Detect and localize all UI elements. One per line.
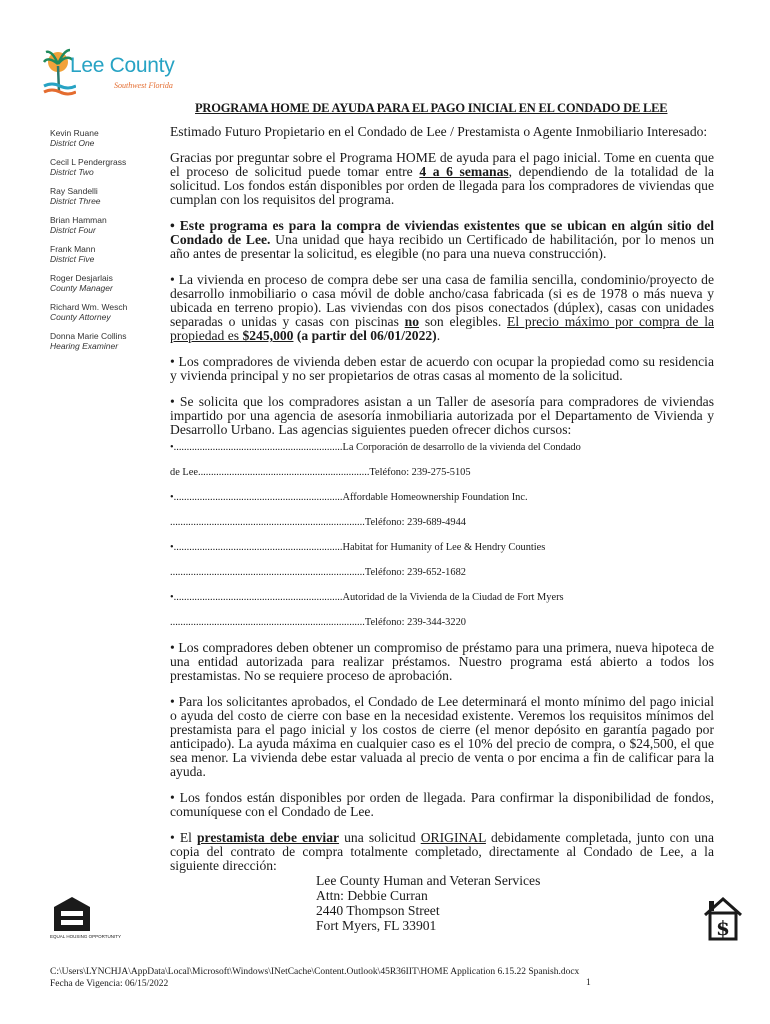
bullet-existing-homes xyxy=(170,219,714,261)
bullet-counseling: • Se solicita que los compradores asistan a un Taller de asesoría para compradores de viviendas impartido por una agencia de asesoría inmobiliaria autorizada por el Departamento de Vivienda y Desarrollo Urbano. Las agencias siguientes pueden ofrecer dichos cursos: xyxy=(170,394,714,437)
member-name: Ray Sandelli xyxy=(50,186,98,196)
member-role: County Manager xyxy=(50,283,113,293)
agency-line: de Lee..................................................................Teléfono: 239-275-5105 xyxy=(170,467,471,478)
bullet-text: • La vivienda en proceso de compra debe ser una casa de familia sencilla, condominio/proyecto de desarrollo inmobiliario o casa móvil de doble ancho/casa fabricada (si es de 1978 o más nueva y ubicada en terreno propio). Las viviendas con dos pisos conectados (dúplex), casas con unidades separadas o unidas y casas con piscinas xyxy=(170,272,714,329)
bullet-property-types xyxy=(170,273,714,343)
agency-line: ...........................................................................Teléfono: 239-652-1682 xyxy=(170,567,466,578)
bullet-text: . xyxy=(436,328,441,343)
equal-housing-label: EQUAL HOUSING OPPORTUNITY xyxy=(50,934,122,939)
member-role: Hearing Examiner xyxy=(50,341,119,351)
sidebar-member xyxy=(50,215,175,235)
agency-list xyxy=(170,441,714,629)
commissioner-sidebar xyxy=(50,128,175,360)
bullet-text: debidamente completada, junto con una copia del contrato de compra totalmente completado, directamente al Condado de Lee, a la siguiente dirección: xyxy=(170,830,714,873)
bullet-bold-lead: • Este programa es para la compra de viviendas existentes que se ubican en algún sitio del Condado de Lee. xyxy=(170,218,714,247)
letter-body xyxy=(170,125,714,933)
address-line: Fort Myers, FL 33901 xyxy=(316,918,437,933)
max-price-amount: $245,000 xyxy=(242,328,294,343)
member-role: District Three xyxy=(50,196,101,206)
sidebar-member xyxy=(50,157,175,177)
sidebar-member xyxy=(50,186,175,206)
greeting: Estimado Futuro Propietario en el Condado de Lee / Prestamista o Agente Inmobiliario Interesado: xyxy=(170,124,708,139)
logo-tagline: Southwest Florida xyxy=(114,81,173,90)
member-role: District One xyxy=(50,138,95,148)
sidebar-member xyxy=(50,244,175,264)
agency-line: •.................................................................Autoridad de la Vivienda de la Ciudad de Fort Myers xyxy=(170,592,564,603)
bullet-text: una solicitud xyxy=(339,830,421,845)
agency-line: •.................................................................Affordable Homeownership Foundation Inc. xyxy=(170,492,528,503)
effective-date-note: (a partir del 06/01/2022) xyxy=(293,328,437,343)
house-dollar-icon xyxy=(701,893,745,943)
bullet-submission xyxy=(170,831,714,873)
original-emphasis: ORIGINAL xyxy=(420,830,486,845)
member-name: Cecil L Pendergrass xyxy=(50,157,127,167)
file-path: C:\Users\LYNCHJA\AppData\Local\Microsoft\Windows\INetCache\Content.Outlook\45R36IIT\HOME Application 6.15.22 Spanish.docx xyxy=(50,967,580,977)
processing-weeks: 4 a 6 semanas xyxy=(419,164,509,179)
intro-text-end: , dependiendo de la totalidad de la solicitud. Los fondos están disponibles por orden de llegada para los compradores de viviendas que cumplan con los requisitos del programa. xyxy=(170,164,715,207)
sidebar-member xyxy=(50,128,175,148)
agency-line: ...........................................................................Teléfono: 239-344-3220 xyxy=(170,617,466,628)
document-footer xyxy=(50,966,690,990)
not-eligible-emphasis: no xyxy=(404,314,420,329)
member-role: District Two xyxy=(50,167,94,177)
page-number: 1 xyxy=(586,978,591,988)
address-line: Attn: Debbie Curran xyxy=(316,888,428,903)
address-line: 2440 Thompson Street xyxy=(316,903,440,918)
sidebar-member xyxy=(50,273,175,293)
page-title: PROGRAMA HOME DE AYUDA PARA EL PAGO INICIAL EN EL CONDADO DE LEE xyxy=(195,101,668,115)
member-name: Donna Marie Collins xyxy=(50,331,127,341)
member-name: Richard Wm. Wesch xyxy=(50,302,128,312)
intro-text: Gracias por preguntar sobre el Programa HOME de ayuda para el pago inicial. Tome en cuenta que el proceso de solicitud puede tomar entre xyxy=(170,150,714,179)
bullet-assistance-amount: • Para los solicitantes aprobados, el Condado de Lee determinará el monto mínimo del pago inicial o ayuda del costo de cierre con base en la necesidad existente. Veremos los requisitos mínimos del prestamista para el pago inicial y los costos de cierre (el menor depósito en garantía pagado por anticipado). La ayuda máxima en cualquier caso es el 10% del precio de compra, o $24,500, el que sea menor. La vivienda debe estar valuada al precio de venta o por encima a fin de calificar para la ayuda. xyxy=(170,694,714,779)
mailing-address xyxy=(316,873,714,933)
sidebar-member xyxy=(50,302,175,322)
member-role: County Attorney xyxy=(50,312,111,322)
effective-date: Fecha de Vigencia: 06/15/2022 xyxy=(50,979,169,989)
bullet-text: Una unidad que haya recibido un Certificado de habilitación, por lo menos un año antes de presentar la solicitud, es elegible (no para una nueva construcción). xyxy=(170,232,715,261)
bullet-occupancy: • Los compradores de vivienda deben estar de acuerdo con ocupar la propiedad como su residencia y vivienda principal y no ser propietarios de otras casas al momento de la solicitud. xyxy=(170,354,714,383)
member-role: District Five xyxy=(50,254,95,264)
sidebar-member xyxy=(50,331,175,351)
svg-text:$: $ xyxy=(716,916,730,940)
lee-county-logo xyxy=(42,48,182,98)
address-line: Lee County Human and Veteran Services xyxy=(316,873,541,888)
agency-line: ...........................................................................Teléfono: 239-689-4944 xyxy=(170,517,466,528)
agency-line: •.................................................................La Corporación de desarrollo de la vivienda del Condado xyxy=(170,442,581,453)
member-name: Brian Hamman xyxy=(50,215,107,225)
lender-must-send: prestamista debe enviar xyxy=(197,830,340,845)
agency-line: •.................................................................Habitat for Humanity of Lee & Hendry Counties xyxy=(170,542,546,553)
bullet-funds-availability: • Los fondos están disponibles por orden de llegada. Para confirmar la disponibilidad de fondos, comuníquese con el Condado de Lee. xyxy=(170,790,714,819)
member-name: Frank Mann xyxy=(50,244,96,254)
bullet-text: son elegibles. xyxy=(419,314,508,329)
member-name: Roger Desjarlais xyxy=(50,273,113,283)
member-role: District Four xyxy=(50,225,96,235)
bullet-loan-commitment: • Los compradores deben obtener un compromiso de préstamo para una primera, nueva hipoteca de una entidad autorizada para realizar préstamos. Nuestro programa está abierto a todos los prestamistas. No se requiere proceso de aprobación. xyxy=(170,640,714,683)
bullet-text: • El xyxy=(170,830,197,845)
logo-name: Lee County xyxy=(70,54,175,77)
intro-paragraph xyxy=(170,151,714,207)
max-price-label: El precio máximo por compra de la propiedad es xyxy=(170,314,714,343)
member-name: Kevin Ruane xyxy=(50,128,99,138)
